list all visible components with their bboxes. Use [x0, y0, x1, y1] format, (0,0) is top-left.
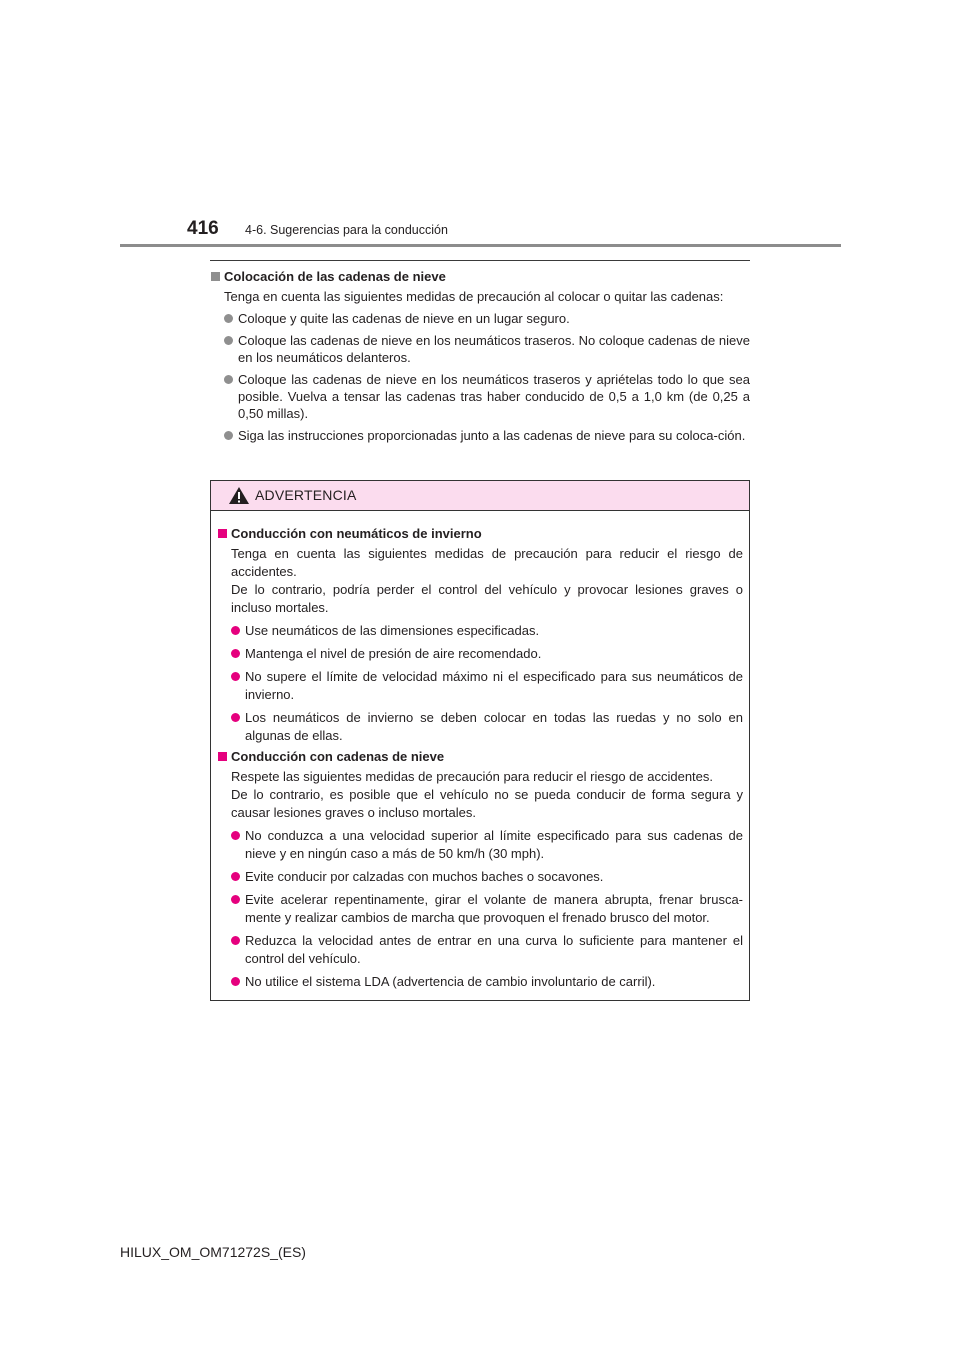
list-item: [217, 668, 743, 704]
circle-bullet-icon: [224, 314, 233, 323]
document-code: HILUX_OM_OM71272S_(ES): [120, 1244, 306, 1260]
snow-chains-driving-consequence: De lo contrario, es posible que el vehículo no se pueda conducir de forma segura y causar lesiones graves o incluso mortales.: [231, 787, 743, 820]
snow-chains-driving-intro: Respete las siguientes medidas de precaución para reducir el riesgo de accidentes.: [231, 769, 714, 784]
list-item: [217, 645, 743, 663]
circle-bullet-icon: [231, 831, 240, 840]
list-item-text: Use neumáticos de las dimensiones especificadas.: [245, 623, 540, 638]
page-number: 416: [187, 218, 219, 239]
list-item: [210, 371, 750, 422]
list-item-text: Mantenga el nivel de presión de aire recomendado.: [245, 646, 542, 661]
snow-chains-driving-heading: [217, 748, 743, 766]
list-item: [217, 827, 743, 863]
circle-bullet-icon: [224, 375, 233, 384]
square-bullet-icon: [218, 529, 227, 538]
warning-box: [210, 480, 750, 1001]
section-top-rule: [210, 260, 750, 261]
list-item-text: Reduzca la velocidad antes de entrar en una curva lo suficiente para mantener el control del vehículo.: [245, 933, 743, 966]
list-item: [217, 891, 743, 927]
list-item-text: Evite acelerar repentinamente, girar el volante de manera abrupta, frenar brusca-mente y realizar cambios de marcha que provoquen el frenado brusco del motor.: [245, 892, 743, 925]
circle-bullet-icon: [231, 713, 240, 722]
list-item: [210, 332, 750, 366]
circle-bullet-icon: [224, 431, 233, 440]
winter-tires-heading-text: Conducción con neumáticos de invierno: [231, 526, 482, 541]
winter-tires-intro: Tenga en cuenta las siguientes medidas de precaución para reducir el riesgo de accidentes.: [231, 546, 743, 579]
circle-bullet-icon: [231, 672, 240, 681]
list-item-text: Coloque las cadenas de nieve en los neumáticos traseros y apriételas todo lo que sea posible. Vuelva a tensar las cadenas tras haber conducido de 0,5 a 1,0 km (de 0,25 a 0,50 millas).: [238, 372, 750, 421]
list-item: [217, 622, 743, 640]
list-item-text: Siga las instrucciones proporcionadas junto a las cadenas de nieve para su coloca-ción.: [238, 428, 746, 443]
circle-bullet-icon: [231, 649, 240, 658]
circle-bullet-icon: [231, 872, 240, 881]
snow-chains-heading-text: Colocación de las cadenas de nieve: [224, 269, 446, 284]
warning-body: [211, 511, 749, 991]
list-item: [210, 310, 750, 327]
list-item-text: Los neumáticos de invierno se deben colocar en todas las ruedas y no solo en algunas de ellas.: [245, 710, 743, 743]
warning-title: ADVERTENCIA: [255, 487, 357, 503]
snow-chains-section: [210, 268, 750, 444]
circle-bullet-icon: [231, 626, 240, 635]
snow-chains-driving-heading-text: Conducción con cadenas de nieve: [231, 749, 445, 764]
list-item-text: No supere el límite de velocidad máximo ni el especificado para sus neumáticos de invierno.: [245, 669, 743, 702]
header-rule: [120, 244, 841, 247]
winter-tires-consequence: De lo contrario, podría perder el control del vehículo y provocar lesiones graves o incluso mortales.: [231, 582, 743, 615]
section-title: 4-6. Sugerencias para la conducción: [245, 223, 448, 237]
list-item-text: Coloque y quite las cadenas de nieve en un lugar seguro.: [238, 311, 570, 326]
square-bullet-icon: [218, 752, 227, 761]
list-item: [217, 868, 743, 886]
warning-header: [211, 481, 749, 511]
circle-bullet-icon: [224, 336, 233, 345]
list-item: [210, 427, 750, 444]
square-bullet-icon: [211, 272, 220, 281]
circle-bullet-icon: [231, 936, 240, 945]
list-item: [217, 932, 743, 968]
list-item: [217, 709, 743, 745]
list-item-text: No conduzca a una velocidad superior al límite especificado para sus cadenas de nieve y en ningún caso a más de 50 km/h (30 mph).: [245, 828, 743, 861]
snow-chains-heading: [210, 268, 750, 285]
warning-triangle-icon: [228, 486, 250, 505]
circle-bullet-icon: [231, 895, 240, 904]
snow-chains-intro: Tenga en cuenta las siguientes medidas de precaución al colocar o quitar las cadenas:: [224, 289, 724, 304]
circle-bullet-icon: [231, 977, 240, 986]
list-item-text: Evite conducir por calzadas con muchos baches o socavones.: [245, 869, 604, 884]
winter-tires-heading: [217, 525, 743, 543]
list-item: [217, 973, 743, 991]
list-item-text: Coloque las cadenas de nieve en los neumáticos traseros. No coloque cadenas de nieve en los neumáticos delanteros.: [238, 333, 750, 365]
list-item-text: No utilice el sistema LDA (advertencia de cambio involuntario de carril).: [245, 974, 656, 989]
